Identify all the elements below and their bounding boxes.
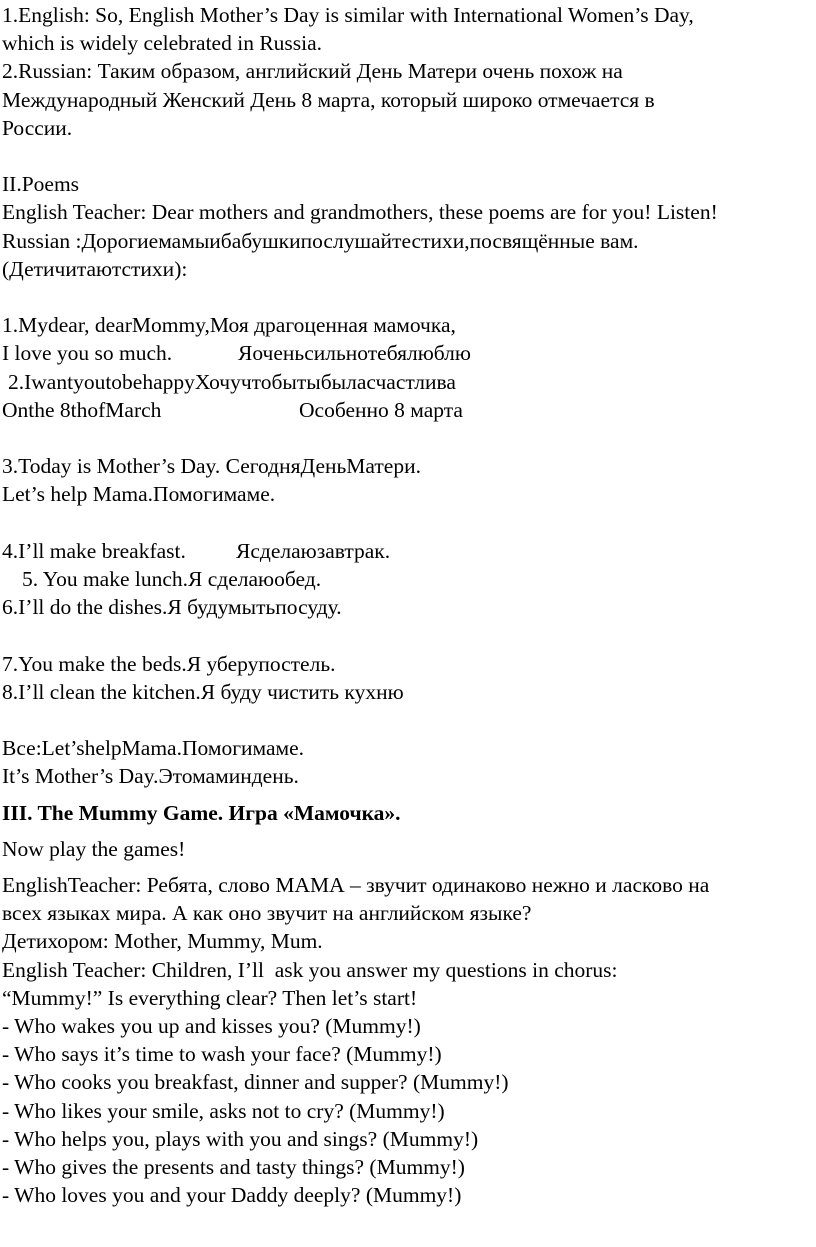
intro-line-5: России. (2, 115, 73, 140)
poems-children-read: (Детичитаютстихи): (2, 256, 188, 281)
verse-3-line-2: 5. You make lunch.Я сделаюобед. (22, 567, 322, 591)
game-children-answer: Детихором: Mother, Mummy, Mum. (2, 929, 323, 954)
verse-1-line-2 (2, 339, 816, 367)
chorus-line-1: Все:Let’shelpMama.Помогимаме. (2, 736, 305, 761)
verse-1-line-2-ru: Яоченьсильнотебялюблю (238, 341, 471, 366)
question-1: - Who wakes you up and kisses you? (Mummy!) (2, 1014, 421, 1039)
verse-3-line-1 (2, 537, 816, 565)
question-2: - Who says it’s time to wash your face? (Mummy!) (2, 1042, 442, 1067)
verse-3-line-1-en: 4.I’ll make breakfast. (2, 538, 186, 563)
question-7: - Who loves you and your Daddy deeply? (Mummy!) (2, 1183, 462, 1208)
verse-1-line-1 (2, 311, 816, 339)
game-teacher-english-2: “Mummy!” Is everything clear? Then let’s start! (2, 985, 418, 1010)
spacer (2, 706, 816, 734)
verse-1-line-3-ru: Хочучтобытыбыласчастлива (194, 369, 456, 394)
question-6: - Who gives the presents and tasty things? (Mummy!) (2, 1155, 465, 1180)
verse-1-line-2-en: I love you so much. (2, 341, 173, 366)
verse-1-line-1-en: 1.Mydear, dearMommy, (2, 313, 210, 338)
question-5: - Who helps you, plays with you and sings? (Mummy!) (2, 1126, 479, 1151)
spacer (2, 827, 816, 835)
question-4: - Who likes your smile, asks not to cry? (Mummy!) (2, 1098, 445, 1123)
spacer (2, 621, 816, 649)
verse-1-line-3-en: 2.Iwantyoutobehappy (8, 369, 195, 394)
spacer (2, 791, 816, 799)
verse-4-line-2: 8.I’ll clean the kitchen.Я буду чистить кухню (2, 679, 404, 704)
intro-line-4: Международный Женский День 8 марта, который широко отмечается в (2, 87, 655, 112)
verse-3-line-1-ru: Ясделаюзавтрак. (236, 538, 391, 563)
intro-line-2: which is widely celebrated in Russia. (2, 31, 323, 56)
verse-1-line-4-en: Onthe 8thofMarch (2, 397, 162, 422)
spacer (2, 424, 816, 452)
game-instruction: Now play the games! (2, 836, 186, 861)
verse-3-line-3: 6.I’ll do the dishes.Я будумытьпосуду. (2, 595, 342, 620)
verse-1-line-4-ru: Особенно 8 марта (299, 397, 463, 422)
verse-1-line-3 (2, 368, 816, 396)
game-heading: III. The Mummy Game. Игра «Мамочка». (2, 800, 401, 825)
verse-4-line-1: 7.You make the beds.Я уберупостель. (2, 651, 336, 676)
poems-heading: II.Poems (2, 172, 80, 197)
chorus-line-2: It’s Mother’s Day.Этомаминдень. (2, 764, 299, 789)
spacer (2, 283, 816, 311)
verse-2-line-1: 3.Today is Mother’s Day. СегодняДеньМатери. (2, 454, 421, 479)
poems-teacher-english: English Teacher: Dear mothers and grandmothers, these poems are for you! Listen! (2, 200, 718, 225)
intro-line-1: 1.English: So, English Mother’s Day is similar with International Women’s Day, (2, 3, 694, 27)
game-teacher-english-1: English Teacher: Children, I’ll ask you answer my questions in chorus: (2, 957, 618, 982)
poems-teacher-russian: Russian :Дорогиемамыибабушкипослушайтестихи,посвящённые вам. (2, 228, 639, 253)
spacer (2, 142, 816, 170)
question-3: - Who cooks you breakfast, dinner and supper? (Mummy!) (2, 1070, 509, 1095)
game-teacher-russian-1: EnglishTeacher: Ребята, слово МАМА – звучит одинаково нежно и ласково на (2, 873, 710, 897)
verse-1-line-4 (2, 396, 816, 424)
intro-line-3: 2.Russian: Таким образом, английский День Матери очень похож на (2, 59, 623, 84)
spacer (2, 509, 816, 537)
spacer (2, 863, 816, 871)
game-teacher-russian-2: всех языках мира. А как оно звучит на английском языке? (2, 901, 532, 926)
verse-2-line-2: Let’s help Mama.Помогимаме. (2, 482, 276, 507)
verse-1-line-1-ru: Моя драгоценная мамочка, (209, 313, 456, 338)
